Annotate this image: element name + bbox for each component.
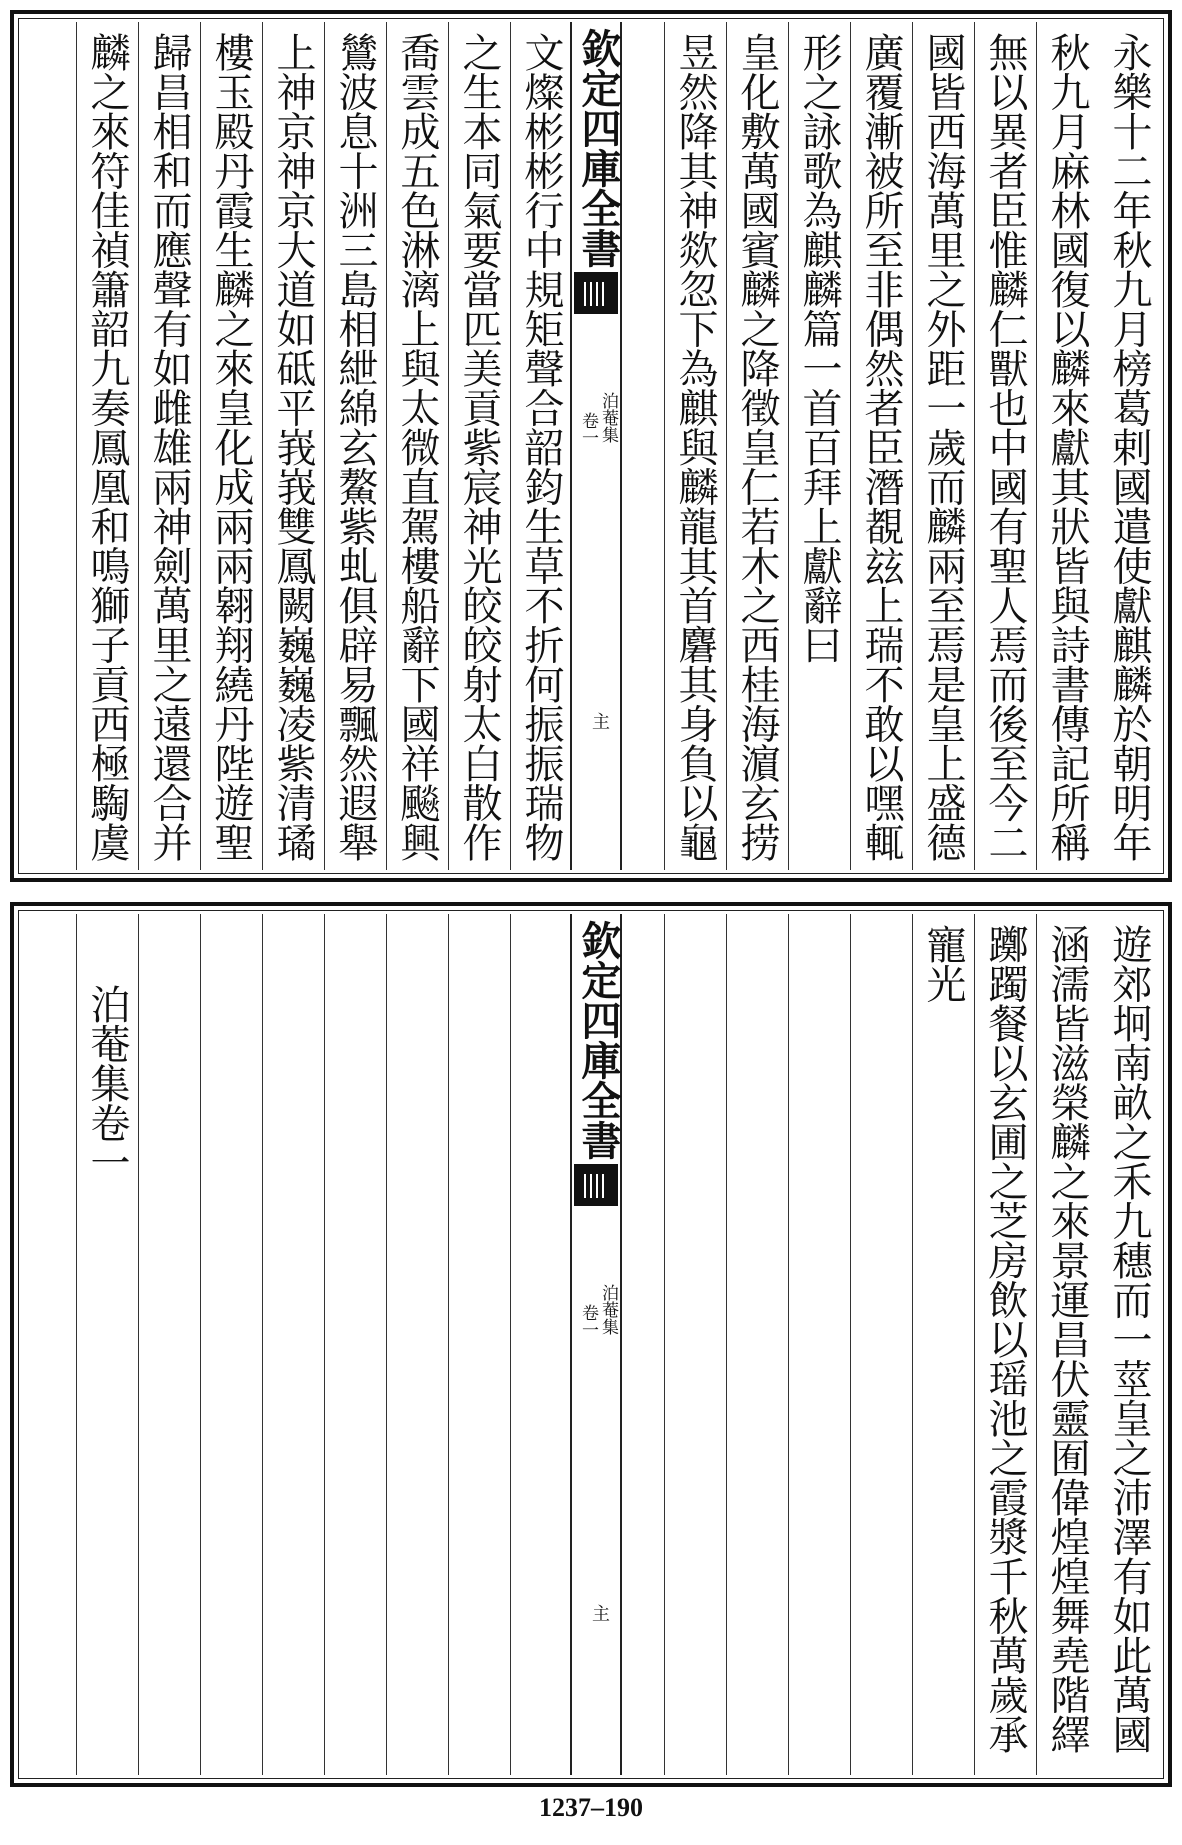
text-column: [324, 914, 386, 1775]
text-column: [788, 914, 850, 1775]
column-text: 喬雲成五色淋漓上與太微直駕樓船辭下國祥飈興: [394, 32, 440, 862]
center-gutter: [570, 22, 622, 870]
text-column: [510, 22, 572, 870]
column-text: 遊郊坰南畝之禾九穗而一莖皇之沛澤有如此萬國: [1106, 924, 1152, 1754]
column-text: [200, 924, 262, 1785]
center-gutter: [570, 914, 622, 1775]
text-column: [262, 914, 324, 1775]
text-column: [1098, 22, 1160, 870]
text-column: [1036, 22, 1098, 870]
column-text: 上神京神京大道如砥平峩峩雙鳳闕巍巍凌紫清璚: [270, 32, 316, 862]
column-text: 涵濡皆滋榮麟之來景運昌伏靈囿偉煌煌舞堯階繹: [1044, 924, 1090, 1754]
text-column: [138, 914, 200, 1775]
text-column: [386, 22, 448, 870]
column-text: 鷥波息十洲三島相紲綿玄鰲紫虬俱辟易飄然遐舉: [332, 32, 378, 862]
text-column: [324, 22, 386, 870]
column-text: 歸昌相和而應聲有如雌雄兩神劍萬里之遠還合并: [146, 32, 192, 862]
column-text: 昱然降其神欻忽下為麒與麟龍其首麏其身負以龜: [672, 32, 718, 862]
text-column: [1036, 914, 1098, 1775]
folio-number: 1237–190: [539, 1793, 643, 1822]
text-column: [974, 914, 1036, 1775]
column-text: 廣覆漸被所至非偶然者臣潛覩玆上瑞不敢以嘿輒: [858, 32, 904, 862]
text-column: [448, 22, 510, 870]
collection-title: 欽定四庫全書: [575, 920, 622, 1160]
text-column: [664, 22, 726, 870]
volume-end-title: 泊菴集卷一: [84, 984, 130, 1182]
text-column: [664, 914, 726, 1775]
top-page: [10, 10, 1172, 882]
book-title: 泊菴集: [598, 392, 618, 443]
text-column: [262, 22, 324, 870]
text-column: [1098, 914, 1160, 1775]
column-text: 之生本同氣要當匹美貢紫宸神光皎皎射太白散作: [456, 32, 502, 862]
book-title: 泊菴集: [598, 1284, 618, 1335]
column-text: [788, 924, 850, 1785]
column-text: 永樂十二年秋九月榜葛剌國遣使獻麒麟於朝明年: [1106, 32, 1152, 862]
fish-tail-mark-icon: [574, 1164, 618, 1206]
column-text: 樓玉殿丹霞生麟之來皇化成兩兩翱翔繞丹陛遊聖: [208, 32, 254, 862]
page-number: 主: [589, 1604, 610, 1622]
text-column: [912, 22, 974, 870]
column-text: 國皆西海萬里之外距一歲而麟兩至焉是皇上盛德: [920, 32, 966, 862]
text-column: [726, 914, 788, 1775]
text-column: [788, 22, 850, 870]
collection-title: 欽定四庫全書: [575, 28, 622, 268]
text-column: [850, 914, 912, 1775]
text-column: [510, 914, 572, 1775]
volume-label: 卷一: [578, 412, 598, 446]
column-text: [448, 924, 510, 1785]
column-text: 形之詠歌為麒麟篇一首百拜上獻辭曰: [796, 32, 842, 664]
column-text: [510, 924, 572, 1785]
column-text: 寵光: [920, 924, 966, 1003]
column-text: 皇化敷萬國賓麟之降徵皇仁若木之西桂海濵玄捞: [734, 32, 780, 862]
text-column: [448, 914, 510, 1775]
column-text: 麟之來符佳禎簫韶九奏鳳凰和鳴獅子貢西極騊虞: [84, 32, 130, 862]
text-column: [726, 22, 788, 870]
text-column: [200, 914, 262, 1775]
column-text: [664, 924, 726, 1785]
column-text: [386, 924, 448, 1785]
column-text: 秋九月麻林國復以麟來獻其狀皆與詩書傳記所稱: [1044, 32, 1090, 862]
text-column: [138, 22, 200, 870]
column-text: [138, 924, 200, 1785]
fish-tail-mark-icon: [574, 272, 618, 314]
column-text: [726, 924, 788, 1785]
page-number: 主: [589, 712, 610, 730]
column-text: [262, 924, 324, 1785]
volume-label: 卷一: [578, 1304, 598, 1338]
column-text: 文燦彬彬行中規矩聲合韶鈞生草不折何振振瑞物: [518, 32, 564, 862]
text-column: [200, 22, 262, 870]
text-column: [76, 914, 138, 1775]
column-text: 無以異者臣惟麟仁獸也中國有聖人焉而後至今二: [982, 32, 1028, 862]
column-text: [850, 924, 912, 1785]
text-column: [912, 914, 974, 1775]
column-text: 躑躅餐以玄圃之芝房飲以瑶池之霞漿千秋萬歲承: [982, 924, 1028, 1754]
bottom-page: [10, 902, 1172, 1787]
text-column: [76, 22, 138, 870]
text-column: [386, 914, 448, 1775]
column-text: [324, 924, 386, 1785]
text-column: [974, 22, 1036, 870]
text-column: [850, 22, 912, 870]
